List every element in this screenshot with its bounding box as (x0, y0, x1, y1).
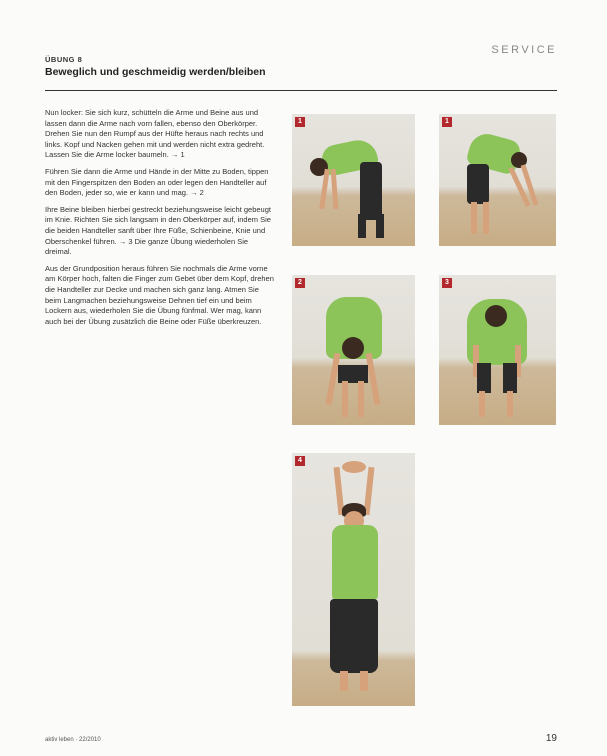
exercise-kicker: ÜBUNG 8 (45, 55, 83, 64)
exercise-photo-2 (292, 275, 415, 425)
step-badge: 4 (295, 456, 305, 466)
person-figure (439, 114, 556, 246)
step-badge: 3 (442, 278, 452, 288)
paragraph: Nun locker: Sie sich kurz, schütteln die Arme und Beine aus und lassen dann die Arme nach vorn fallen, ebenso den Oberkörper. Drehen Sie nun den Rumpf aus der Hüfte heraus nach rechts und links. Kopf und Nacken gehen mit und werden nicht extra gedreht. Lassen Sie die Arme locker baumeln. → 1 (45, 108, 265, 160)
step-badge: 1 (295, 117, 305, 127)
paragraph: Ihre Beine bleiben hierbei gestreckt beziehungsweise leicht gebeugt im Knie. Richten Sie sich langsam in den Oberkörper auf, indem Sie die beiden Handteller sanft über Ihre Füße, Schienbeine, Knie und Oberschenkel führen. → 3 Die ganze Übung wiederholen Sie dreimal. (45, 204, 271, 257)
paragraph: Aus der Grundposition heraus führen Sie nochmals die Arme vorne am Körper hoch, falten die Finger zum Gebet über dem Kopf, drehen die Handteller zur Decke und machen sich ganz lang. Atmen Sie beim Langmachen beziehungsweise Dehnen tief ein und beim Lockern aus, wiederholen Sie die Übung fünfmal. Wer mag, kann auch bei der Übung zusätzlich die Beine oder Füße überkreuzen. (45, 263, 274, 326)
footer-publication: aktiv leben · 22/2010 (45, 737, 101, 743)
person-figure (292, 114, 415, 246)
body-text (45, 108, 275, 333)
paragraph: Führen Sie dann die Arme und Hände in der Mitte zu Boden, tippen mit den Fingerspitzen den Boden an oder legen den Handteller auf den Boden, jeder so, wie er kann und mag. → 2 (45, 166, 269, 198)
page-number: 19 (545, 733, 557, 744)
person-figure (439, 275, 556, 425)
exercise-photo-4 (292, 453, 415, 706)
section-label: SERVICE (491, 44, 557, 56)
person-figure (292, 275, 415, 425)
article-title: Beweglich und geschmeidig werden/bleiben (45, 66, 266, 78)
step-badge: 1 (442, 117, 452, 127)
exercise-photo-3 (439, 275, 556, 425)
exercise-photo-1b (439, 114, 556, 246)
person-figure (292, 453, 415, 706)
step-badge: 2 (295, 278, 305, 288)
header-rule (45, 90, 557, 91)
exercise-photo-1a (292, 114, 415, 246)
